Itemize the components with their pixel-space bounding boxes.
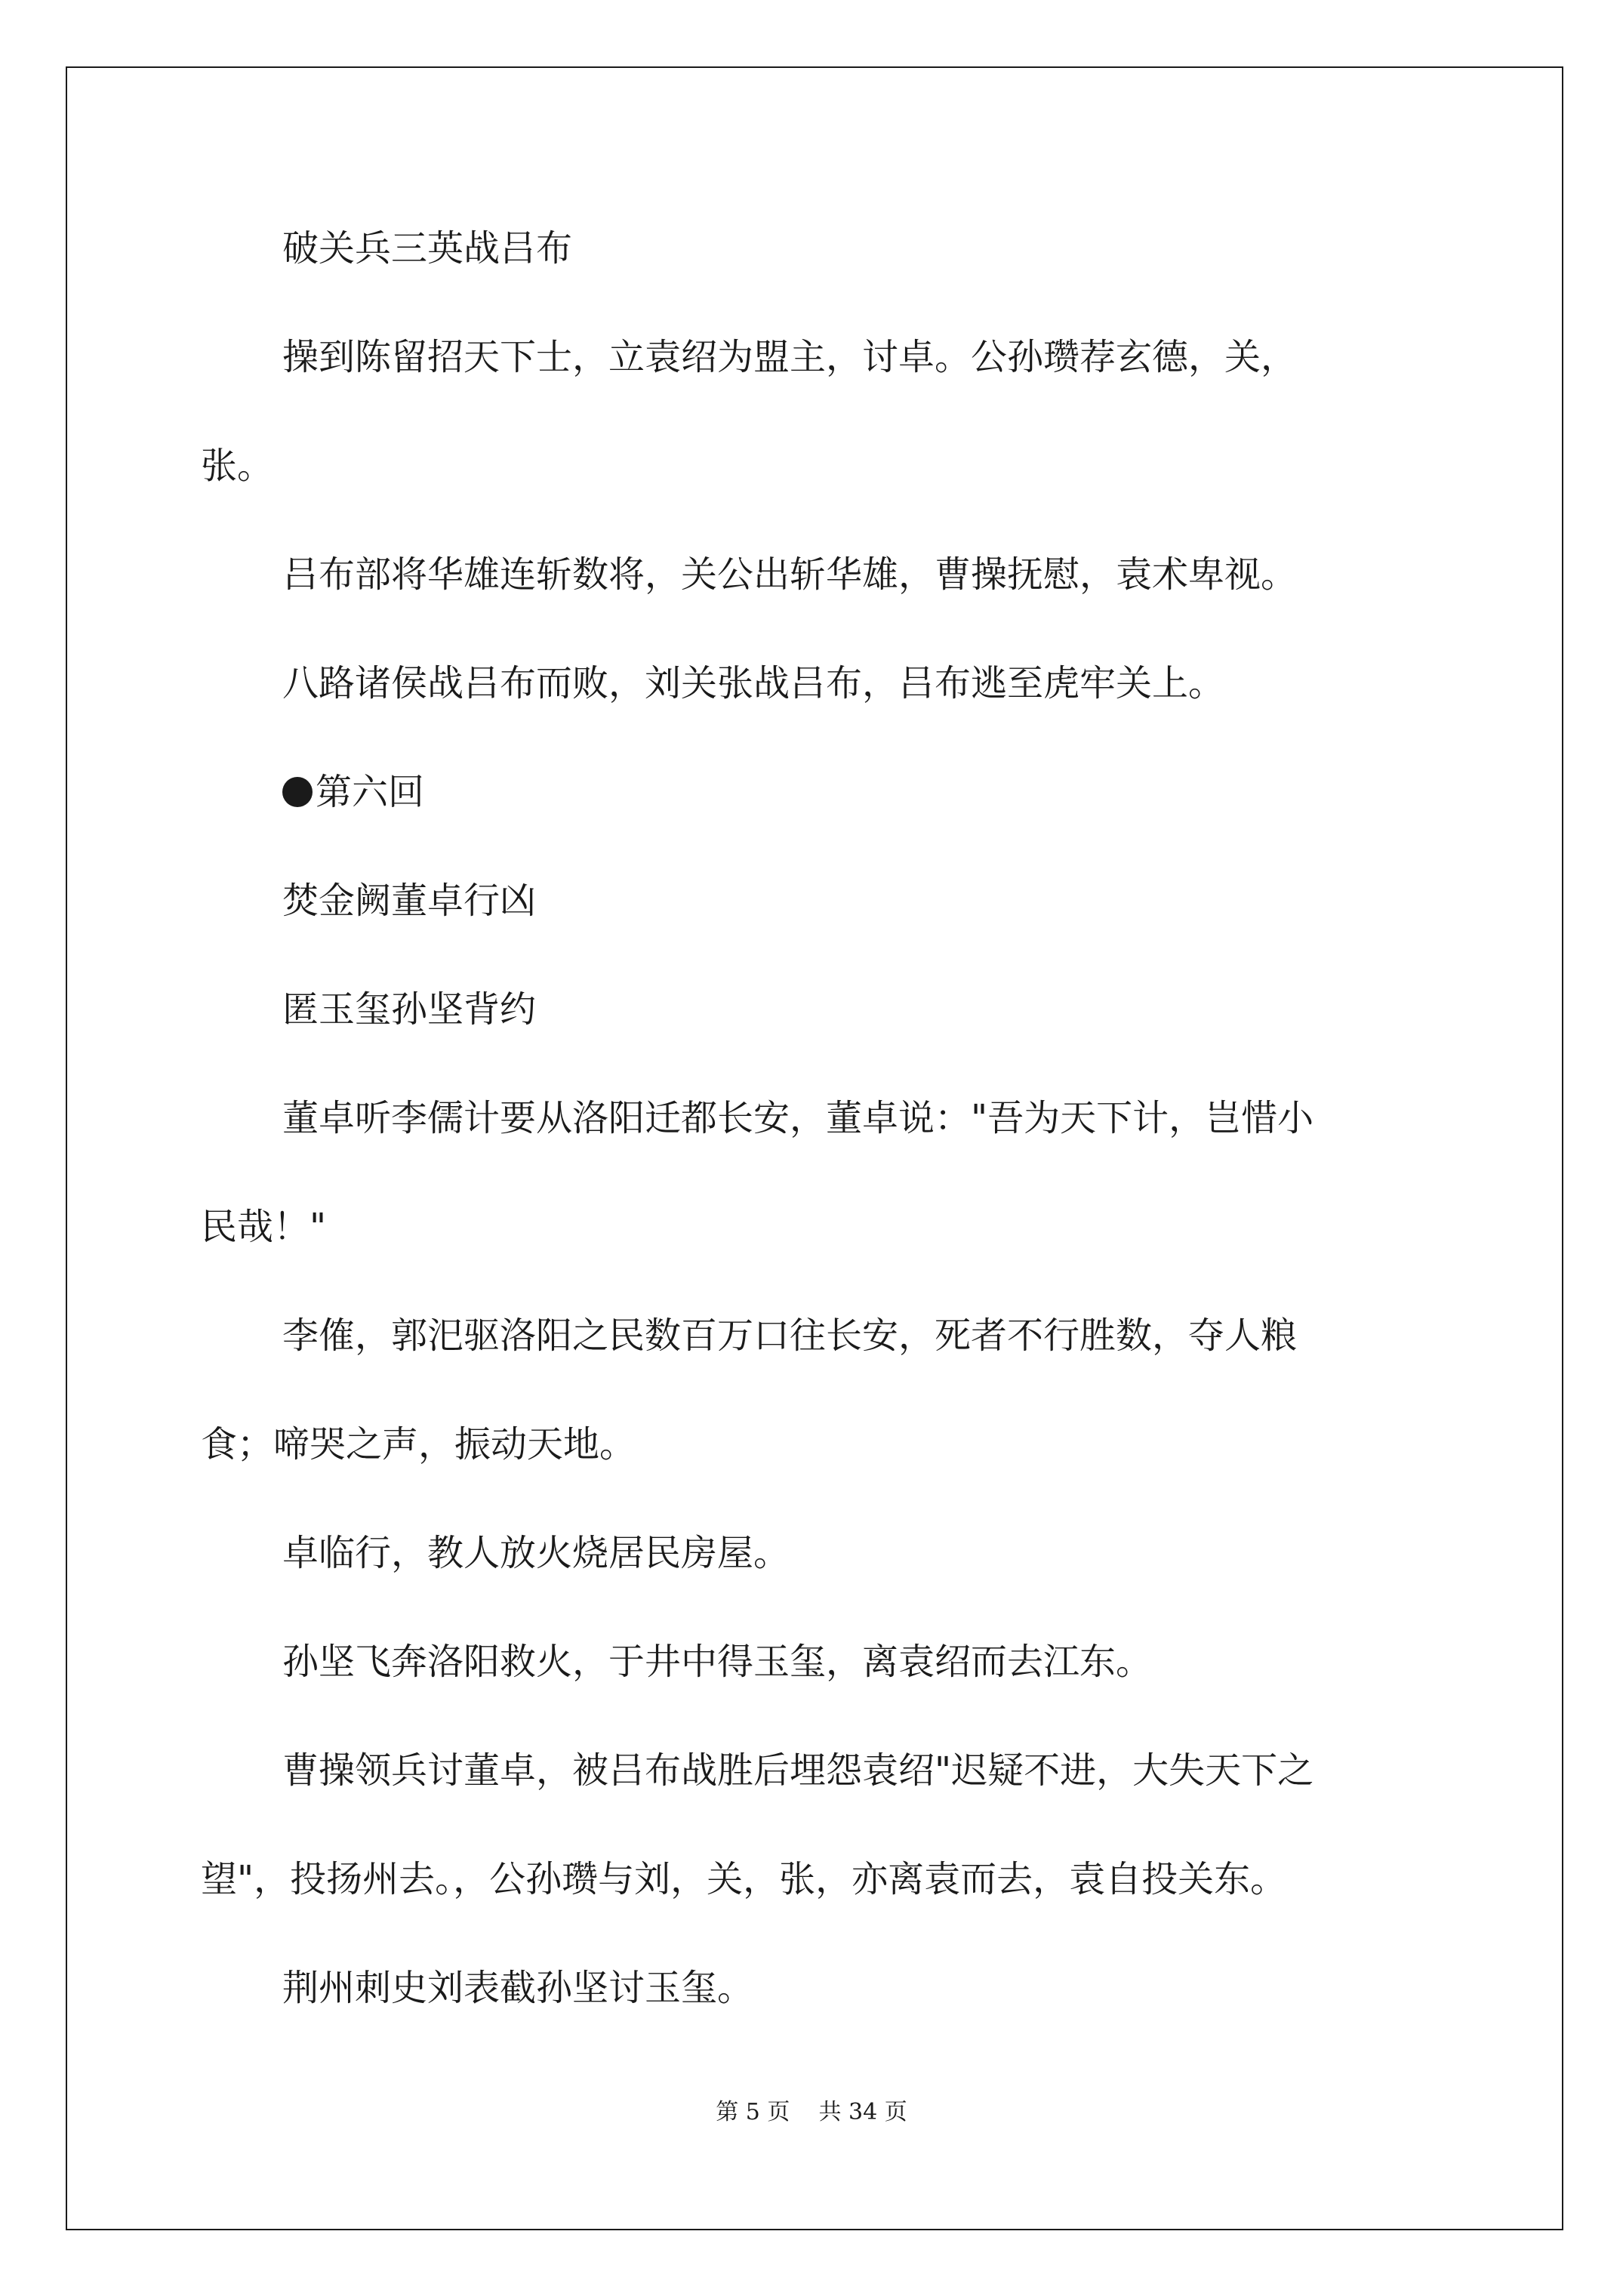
paragraph-line: 孙坚飞奔洛阳救火，于井中得玉玺，离袁绍而去江东。 — [282, 1641, 1153, 1683]
paragraph-line: 吕布部将华雄连斩数将，关公出斩华雄，曹操抚慰，袁术卑视。 — [282, 553, 1298, 596]
paragraph-line: 望"，投扬州去。，公孙瓒与刘，关，张，亦离袁而去，袁自投关东。 — [201, 1858, 1287, 1900]
paragraph-line: 卓临行，教人放火烧居民房屋。 — [282, 1532, 790, 1574]
chapter-title-line: 匿玉玺孙坚背约 — [282, 988, 537, 1031]
chapter-title-line: 焚金阙董卓行凶 — [282, 880, 537, 922]
paragraph-line: 董卓听李儒计要从洛阳迁都长安，董卓说："吾为天下计，岂惜小 — [282, 1097, 1314, 1139]
paragraph-line: 食；啼哭之声，振动天地。 — [201, 1423, 636, 1465]
paragraph-line: 张。 — [201, 445, 274, 487]
paragraph-line: 八路诸侯战吕布而败，刘关张战吕布，吕布逃至虎牢关上。 — [282, 662, 1225, 704]
paragraph-line: 民哉！" — [201, 1206, 327, 1248]
page-border — [66, 66, 1563, 2230]
paragraph-line: 李傕，郭汜驱洛阳之民数百万口往长安，死者不行胜数，夺人粮 — [282, 1314, 1298, 1357]
chapter-heading — [282, 771, 424, 813]
paragraph-line: 操到陈留招天下士，立袁绍为盟主，讨卓。公孙瓒荐玄德，关， — [282, 336, 1298, 378]
paragraph-line: 荆州刺史刘表截孙坚讨玉玺。 — [282, 1967, 754, 2009]
chapter-heading-text: 第六回 — [316, 771, 425, 813]
paragraph-line: 破关兵三英战吕布 — [282, 227, 573, 270]
bullet-icon — [282, 777, 313, 807]
paragraph-line: 曹操领兵讨董卓，被吕布战胜后埋怨袁绍"迟疑不进，大失天下之 — [282, 1749, 1314, 1792]
page-number-footer: 第 5 页 共 34 页 — [716, 2099, 907, 2125]
